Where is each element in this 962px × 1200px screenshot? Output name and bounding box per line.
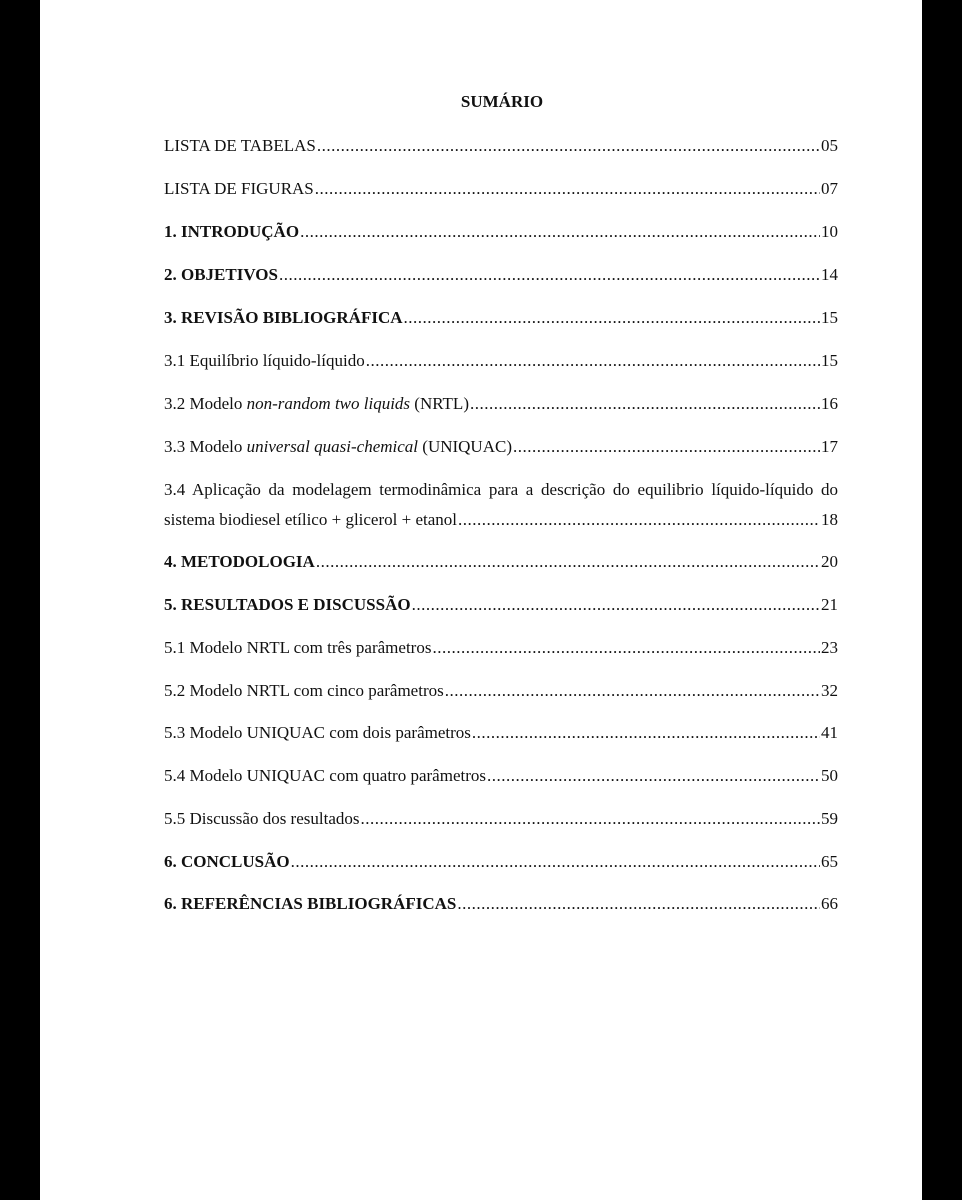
- toc-page-number: 15: [821, 351, 838, 370]
- toc-entry: [164, 436, 838, 458]
- toc-entry: [164, 307, 838, 329]
- toc-label: 2. OBJETIVOS: [164, 265, 278, 284]
- toc-entry: [164, 509, 838, 531]
- leader-dots: [315, 178, 820, 200]
- toc-entry: [164, 594, 838, 616]
- toc-label-line1: 3.4 Aplicação da modelagem termodinâmica para a descrição do equilibrio líquido-líquido do: [164, 480, 838, 499]
- leader-dots: [300, 221, 820, 243]
- toc-label: 6. REFERÊNCIAS BIBLIOGRÁFICAS: [164, 894, 457, 913]
- toc-label: 4. METODOLOGIA: [164, 552, 315, 571]
- toc-label: [164, 436, 512, 458]
- toc-page-number: 14: [821, 265, 838, 284]
- toc-page-number: 16: [821, 394, 838, 413]
- toc-entry: [164, 808, 838, 830]
- toc-label: 5.1 Modelo NRTL com três parâmetros: [164, 638, 432, 657]
- toc-label-text: 3.2 Modelo: [164, 394, 247, 413]
- page-title: SUMÁRIO: [460, 92, 544, 111]
- toc-entry: [164, 893, 838, 915]
- toc-entry: [164, 350, 838, 372]
- toc-page-number: 66: [821, 894, 838, 913]
- toc-entry: [164, 393, 838, 415]
- toc-label: [164, 393, 469, 415]
- toc-label-text: (UNIQUAC): [418, 437, 512, 456]
- toc-label: 6. CONCLUSÃO: [164, 852, 290, 871]
- toc-label: LISTA DE FIGURAS: [164, 179, 314, 198]
- leader-dots: [472, 722, 820, 744]
- toc-label: sistema biodiesel etílico + glicerol + etanol: [164, 510, 457, 529]
- toc-entry: [164, 680, 838, 702]
- leader-dots: [445, 680, 820, 702]
- toc-label-italic: universal quasi-chemical: [246, 437, 419, 456]
- toc-page-number: 21: [821, 595, 838, 614]
- leader-dots: [279, 264, 820, 286]
- toc-label: 5.4 Modelo UNIQUAC com quatro parâmetros: [164, 766, 486, 785]
- toc-label: 5.2 Modelo NRTL com cinco parâmetros: [164, 681, 444, 700]
- toc-page-number: 07: [821, 179, 838, 198]
- toc-entry: [164, 551, 838, 573]
- toc-page-number: 18: [821, 510, 838, 529]
- toc-label: 3. REVISÃO BIBLIOGRÁFICA: [164, 308, 403, 327]
- leader-dots: [404, 307, 820, 329]
- toc-page-number: 17: [821, 437, 838, 456]
- toc-page-number: 15: [821, 308, 838, 327]
- leader-dots: [470, 393, 820, 415]
- leader-dots: [457, 893, 820, 915]
- toc-page-number: 65: [821, 852, 838, 871]
- toc-label-text: (NRTL): [410, 394, 469, 413]
- toc-page-number: 50: [821, 766, 838, 785]
- toc-page-number: 41: [821, 723, 838, 742]
- toc-entry: [164, 264, 838, 286]
- toc-page-number: 05: [821, 136, 838, 155]
- toc-label: 3.1 Equilíbrio líquido-líquido: [164, 351, 365, 370]
- leader-dots: [432, 637, 820, 659]
- toc-label: 5.3 Modelo UNIQUAC com dois parâmetros: [164, 723, 471, 742]
- toc-page-number: 20: [821, 552, 838, 571]
- toc-label: 5.5 Discussão dos resultados: [164, 809, 360, 828]
- toc-page-number: 23: [821, 638, 838, 657]
- leader-dots: [513, 436, 820, 458]
- document-page: [40, 0, 922, 1200]
- toc-entry: [164, 851, 838, 873]
- toc-page-number: 59: [821, 809, 838, 828]
- toc-entry: [164, 221, 838, 243]
- leader-dots: [458, 509, 820, 531]
- toc-label-italic: non-random two liquids: [246, 394, 411, 413]
- leader-dots: [366, 350, 820, 372]
- toc-entry: [164, 135, 838, 157]
- toc-label-text: 3.3 Modelo: [164, 437, 247, 456]
- toc-entry: [164, 637, 838, 659]
- leader-dots: [291, 851, 820, 873]
- leader-dots: [316, 551, 820, 573]
- toc-page-number: 10: [821, 222, 838, 241]
- toc-entry: [164, 178, 838, 200]
- toc-label: 1. INTRODUÇÃO: [164, 222, 300, 241]
- leader-dots: [317, 135, 820, 157]
- toc-entry: [164, 765, 838, 787]
- leader-dots: [487, 765, 820, 787]
- leader-dots: [360, 808, 820, 830]
- toc-entry: [164, 722, 838, 744]
- leader-dots: [412, 594, 820, 616]
- toc-page-number: 32: [821, 681, 838, 700]
- toc-label: LISTA DE TABELAS: [164, 136, 316, 155]
- toc-label: 5. RESULTADOS E DISCUSSÃO: [164, 595, 411, 614]
